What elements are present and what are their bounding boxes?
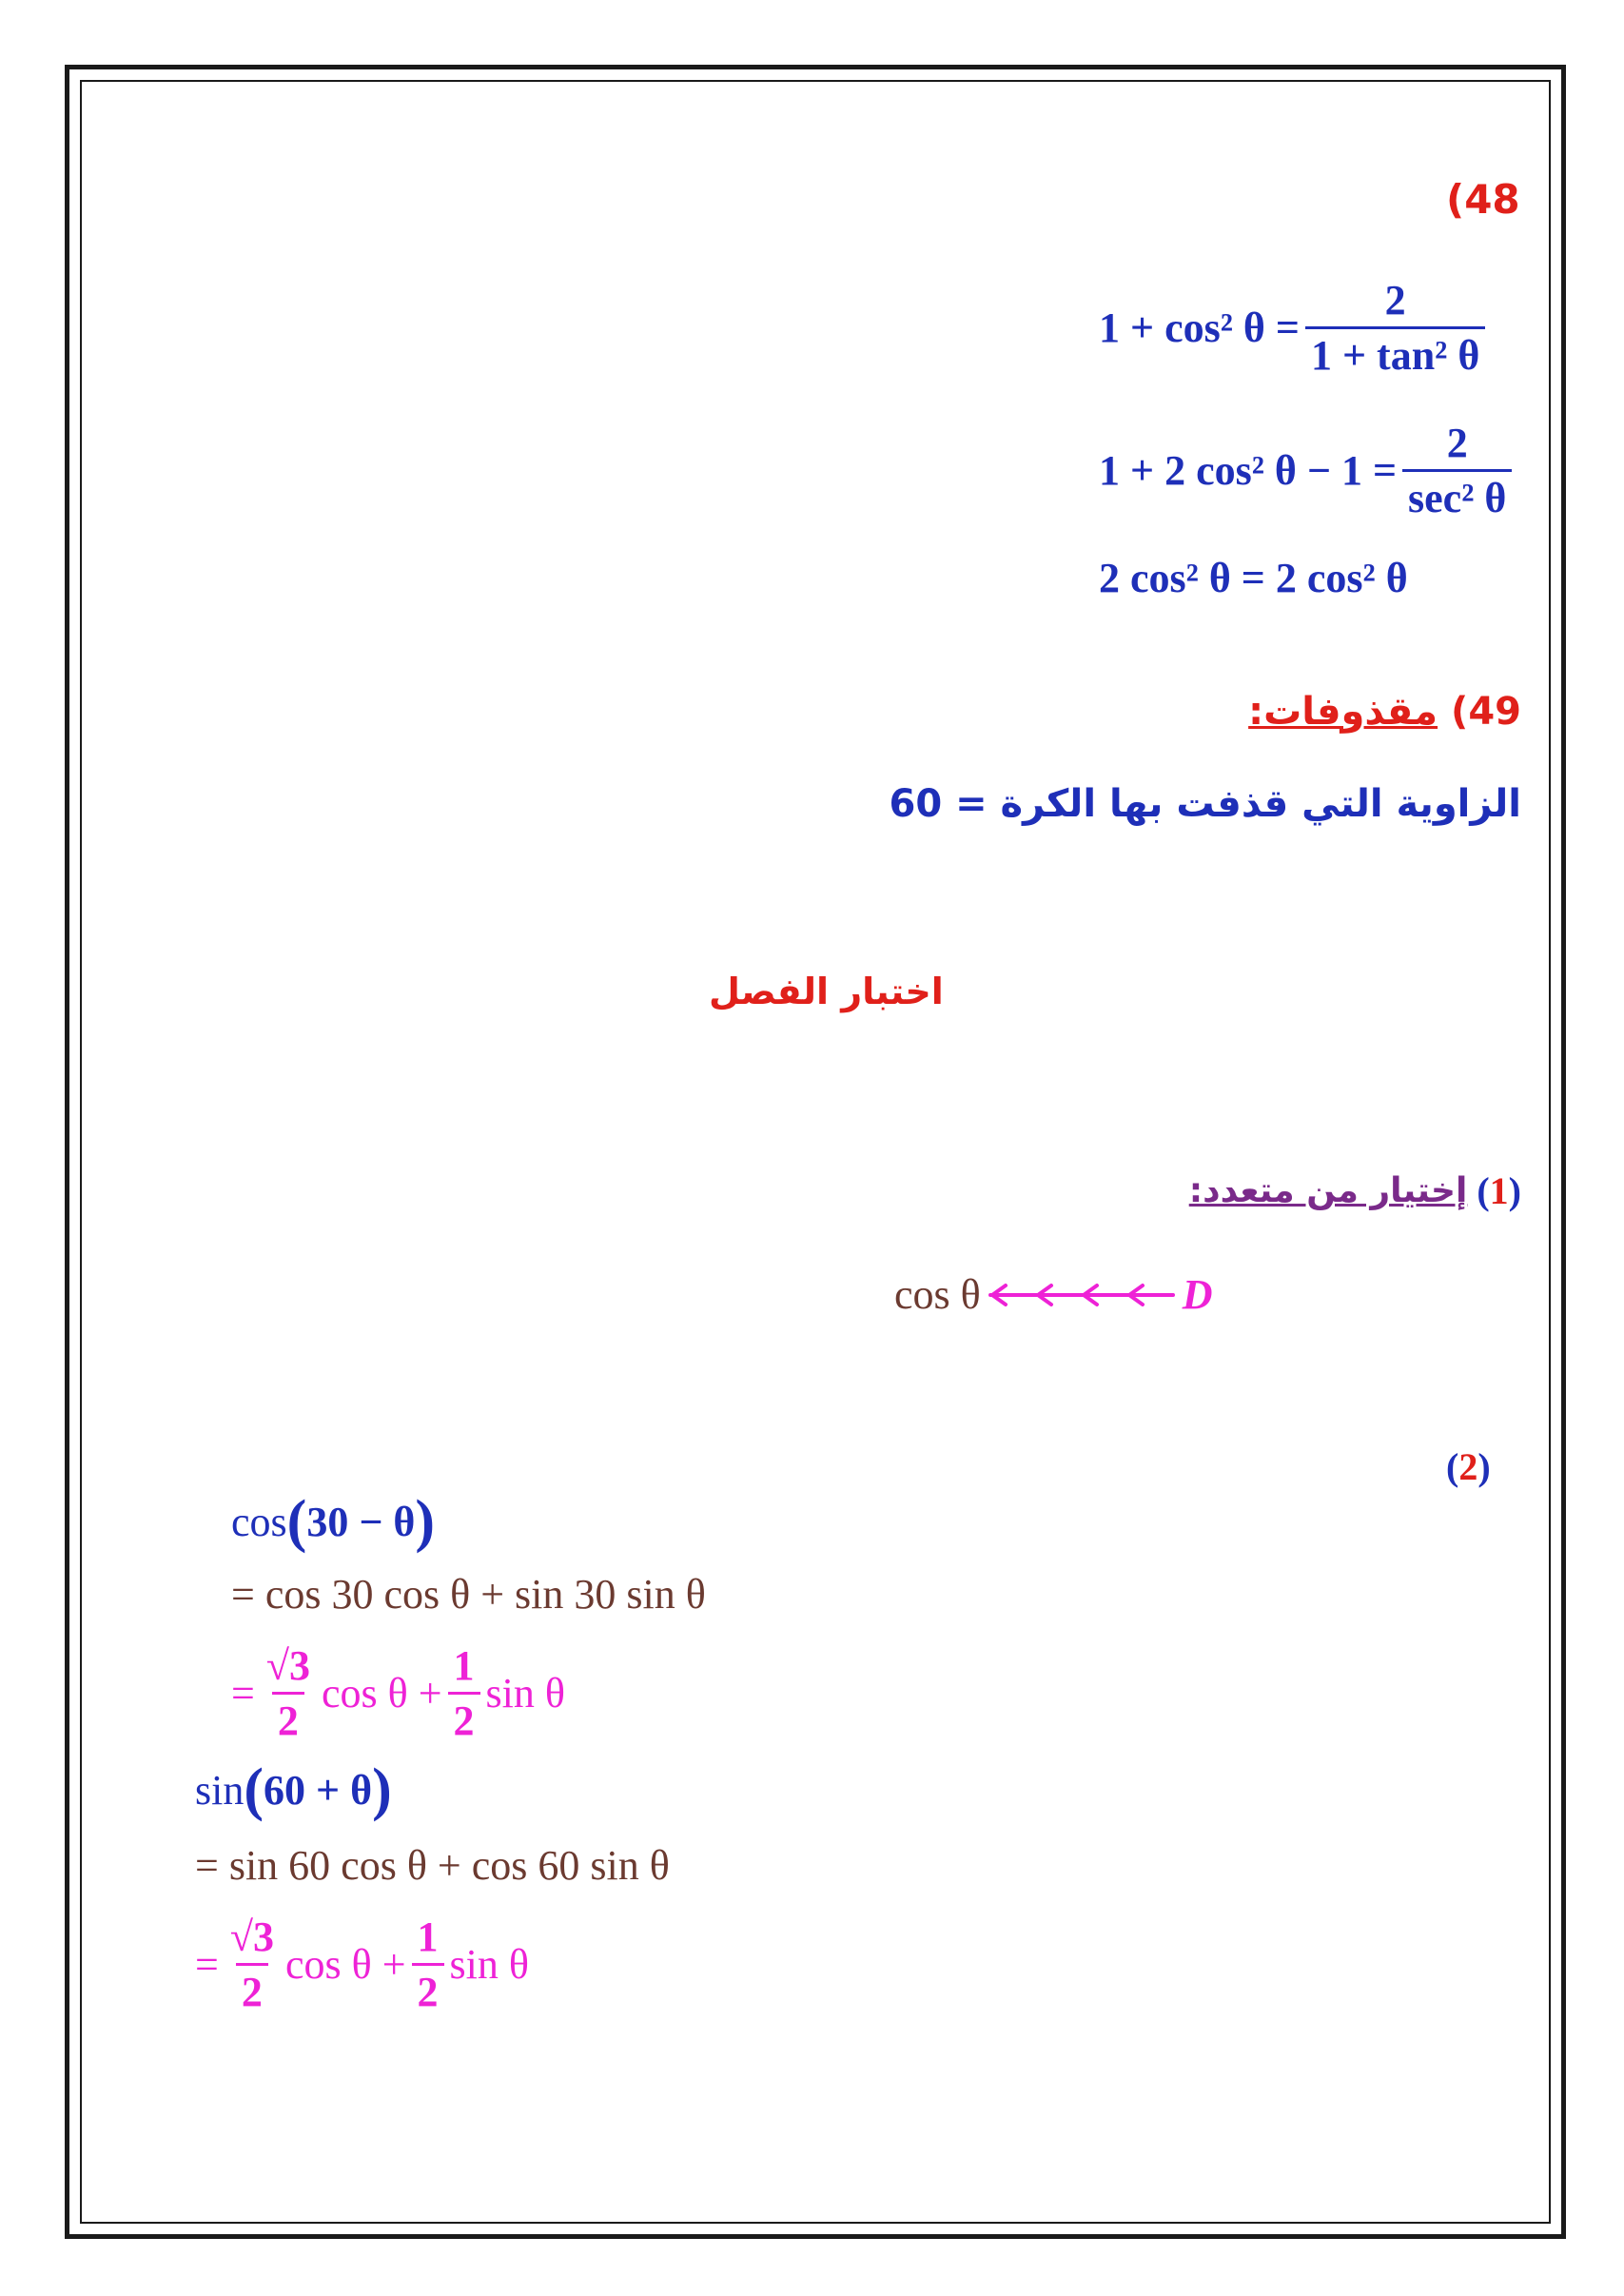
- q49-statement: الزاوية التي قذفت بها الكرة = 60: [889, 782, 1521, 826]
- item2-a-line2: = cos 30 cos θ + sin 30 sin θ: [231, 1571, 706, 1618]
- q48-line2-left: 1 + 2 cos² θ − 1 =: [1099, 447, 1398, 494]
- item1-answer-line: [894, 1270, 1213, 1319]
- q48-line1-numerator: 2: [1384, 277, 1406, 324]
- q49-title: مقذوفات:: [1248, 690, 1438, 734]
- item2-b-arg: 60 + θ: [264, 1766, 373, 1814]
- item1-number-wrap: ( 1 ): [1477, 1169, 1521, 1212]
- q48-label: (48: [1446, 176, 1520, 223]
- item2-b-end: sin θ: [449, 1941, 529, 1988]
- q48-line1-fraction: [1305, 276, 1485, 380]
- item2-a-line3: [231, 1641, 565, 1745]
- item2-b-eq: =: [195, 1941, 219, 1988]
- chapter-test-title: اختبار الفصل: [709, 971, 944, 1012]
- item2-a-line1: cos ( 30 − θ ): [231, 1489, 436, 1554]
- item2-a-end: sin θ: [485, 1670, 565, 1717]
- item2-a-frac2-den: 2: [448, 1692, 480, 1745]
- q48-line3: 2 cos² θ = 2 cos² θ: [1099, 555, 1408, 601]
- item2-a-frac1-den: 2: [272, 1692, 304, 1745]
- q48-line1: [1099, 276, 1491, 380]
- item2-number: 2: [1458, 1445, 1478, 1488]
- q48-line1-denominator: 1 + tan² θ: [1305, 326, 1485, 380]
- item2-a-frac1: [261, 1641, 316, 1745]
- item2-a-fn: cos: [231, 1498, 287, 1545]
- item2-a-frac2-num: 1: [453, 1642, 475, 1689]
- q49-label: (49: [1451, 690, 1521, 734]
- item1-heading: [1189, 1168, 1521, 1213]
- item2-a-eq: =: [231, 1670, 255, 1717]
- item2-b-frac1: [225, 1913, 280, 2016]
- q48-line2-denominator: sec² θ: [1402, 469, 1512, 522]
- item2-b-mid: cos θ +: [284, 1941, 406, 1988]
- q48-line2-numerator: 2: [1446, 420, 1468, 466]
- item2-a-frac2: [448, 1641, 480, 1745]
- item2-b-line1: sin ( 60 + θ ): [195, 1757, 392, 1822]
- item2-b-line3: [195, 1913, 529, 2016]
- item2-b-frac2-num: 1: [417, 1913, 439, 1960]
- item1-title: إختيار من متعدد:: [1188, 1171, 1468, 1210]
- item2-a-arg: 30 − θ: [306, 1498, 416, 1545]
- q48-line2-fraction: [1402, 419, 1512, 522]
- item2-b-frac2-den: 2: [412, 1963, 444, 2016]
- item2-b-frac1-den: 2: [236, 1963, 268, 2016]
- page-border-inner: [80, 80, 1551, 2224]
- item2-b-frac1-num: √3: [229, 1913, 274, 1960]
- q48-line1-left: 1 + cos² θ =: [1099, 304, 1300, 351]
- q49-heading: [1248, 690, 1521, 734]
- item2-b-frac2: [412, 1913, 444, 2016]
- left-arrows-icon: [987, 1281, 1177, 1309]
- item2-number-wrap: ( 2 ): [1446, 1445, 1491, 1488]
- item1-expr: cos θ: [894, 1271, 981, 1318]
- item2-b-fn: sin: [195, 1766, 245, 1814]
- item1-number: 1: [1489, 1169, 1509, 1212]
- item2-b-line2: = sin 60 cos θ + cos 60 sin θ: [195, 1842, 670, 1889]
- item2-a-mid: cos θ +: [321, 1670, 442, 1717]
- q48-line2: [1099, 419, 1517, 522]
- item1-answer: D: [1182, 1271, 1213, 1318]
- item2-a-frac1-num: √3: [265, 1642, 310, 1689]
